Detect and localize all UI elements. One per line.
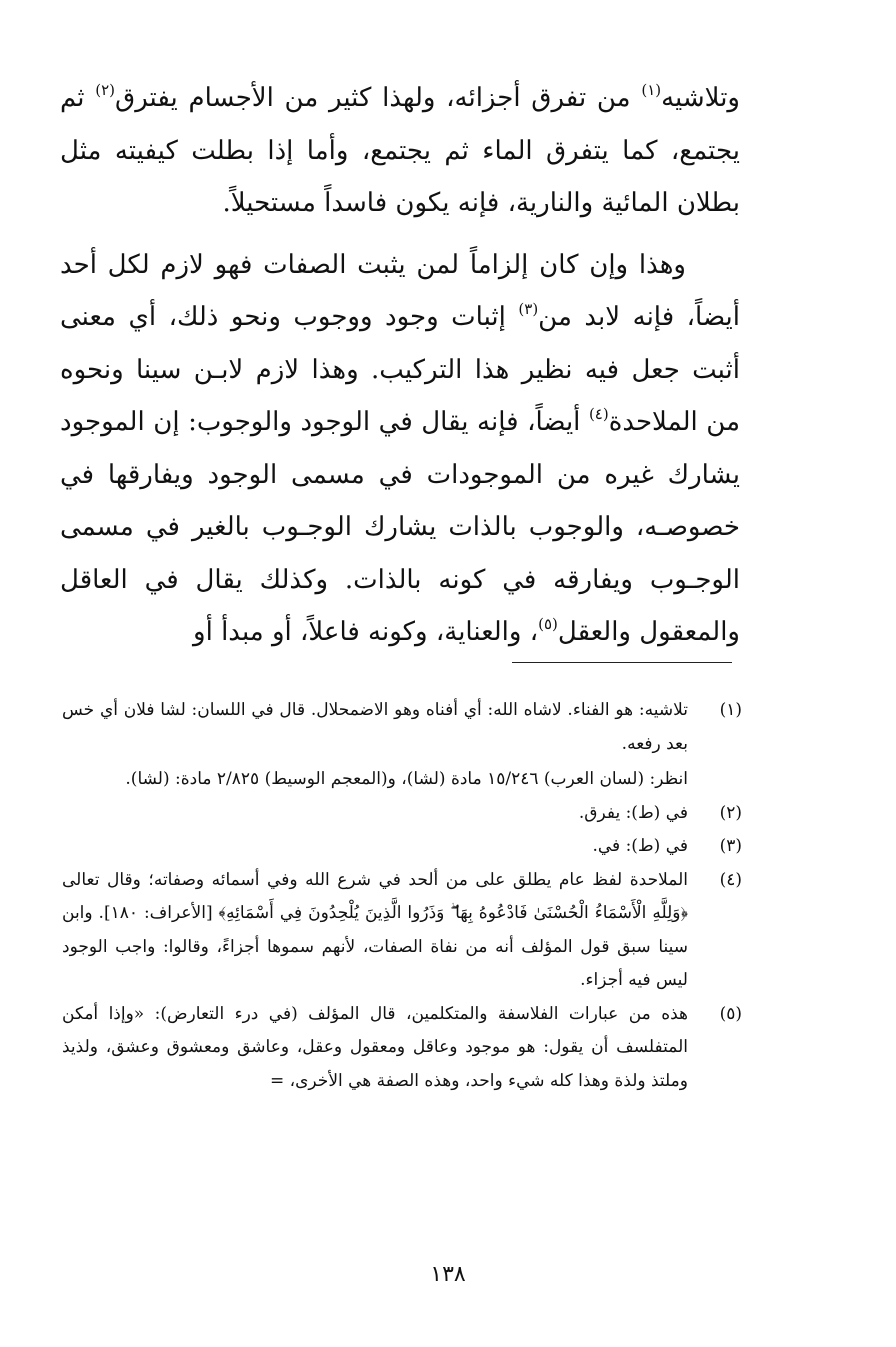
footnote-text: في (ط): في.: [592, 836, 688, 856]
footnote-2: [62, 797, 742, 831]
text-segment: أيضاً، فإنه يقال في الوجود والوجوب: إن الموجود يشارك غيره من الموجودات في مسمى الوجود ويفارقها في خصوصـه، والوجوب بالذات يشارك الوجـوب بالغير في مسمى الوجـوب ويفارقه في كونه بالذات. وكذلك يقال في العاقل والمعقول والعقل: [60, 407, 740, 647]
footnote-5: [62, 998, 742, 1099]
footnote-number: (٥): [719, 1003, 742, 1024]
footnote-ref-5: (٥): [538, 615, 558, 633]
footnote-number: (٣): [719, 836, 742, 856]
footnote-ref-1: (١): [641, 81, 662, 99]
footnote-body: [62, 694, 688, 797]
page-number: ١٣٨: [430, 1262, 466, 1287]
footnote-reference-text: انظر: (لسان العرب) ١٥/٢٤٦ مادة (لشا)، و(المعجم الوسيط) ٢/٨٢٥ مادة: (لشا).: [125, 769, 688, 789]
footnote-1: [62, 694, 742, 797]
footnote-number: (٤): [719, 869, 742, 890]
footnote-separator: [512, 662, 732, 663]
footnote-body: [62, 830, 688, 864]
footnote-number: (٢): [719, 802, 742, 823]
footnote-text: في (ط): يفرق.: [578, 802, 688, 823]
text-segment: ، والعناية، وكونه فاعلاً، أو مبدأ أو: [193, 617, 539, 647]
footnote-3: [62, 830, 742, 864]
paragraph-1: [60, 72, 740, 230]
text-segment: وتلاشيه: [661, 83, 740, 113]
footnote-text: تلاشيه: هو الفناء. لاشاه الله: أي أفناه وهو الاضمحلال. قال في اللسان: لشا فلان أي خس بعد رفعه.: [62, 700, 688, 754]
text-segment: وهذا وإن كان إلزاماً لمن يثبت الصفات فهو لازم لكل أحد أيضاً، فإنه لابد من: [60, 249, 740, 332]
text-segment: إثبات وجود ووجوب ونحو ذلك، أي معنى أثبت جعل فيه نظير هذا التركيب. وهذا لازم لابـن سينا ونحوه من الملاحدة: [60, 302, 740, 437]
paragraph-2: [60, 239, 740, 659]
footnote-number: (١): [719, 700, 742, 720]
footnote-text: هذه من عبارات الفلاسفة والمتكلمين، قال المؤلف (في درء التعارض): «وإذا أمكن المتفلسف أن يقول: هو موجود وعاقل ومعقول وعقل، وعاشق ومعشوق وعشق، ولذيذ وملتذ ولذة وهذا كله شيء واحد، وهذه الصفة هي الأخرى، =: [62, 1003, 688, 1091]
footnote-ref-2: (٢): [95, 81, 116, 99]
footnote-body: [62, 864, 688, 998]
text-segment: ثم يجتمع، كما يتفرق الماء ثم يجتمع، وأما إذا بطلت كيفيته مثل بطلان المائية والنارية، فإنه يكون فاسداً مستحيلاً.: [60, 83, 740, 218]
footnote-4: [62, 864, 742, 998]
main-text: [60, 72, 740, 659]
footnote-ref-4: (٤): [588, 405, 609, 423]
text-segment: من تفرق أجزائه، ولهذا كثير من الأجسام يفترق: [115, 83, 642, 113]
footnote-body: [62, 797, 688, 831]
footnote-body: [62, 998, 688, 1099]
footnote-text: الملاحدة لفظ عام يطلق على من ألحد في شرع الله وفي أسمائه وصفاته؛ وقال تعالى ﴿وَلِلَّهِ الْأَسْمَاءُ الْحُسْنَىٰ فَادْعُوهُ بِهَا ۖ وَذَرُوا الَّذِينَ يُلْحِدُونَ فِي أَسْمَائِهِ﴾ [الأعراف: ١٨٠]. وابن سينا سبق قول المؤلف أنه من نفاة الصفات، لأنهم سموها أجزاءً، وقالوا: واجب الوجود ليس فيه أجزاء.: [62, 869, 689, 990]
footnotes: [62, 694, 742, 1098]
footnote-ref-3: (٣): [518, 300, 539, 318]
